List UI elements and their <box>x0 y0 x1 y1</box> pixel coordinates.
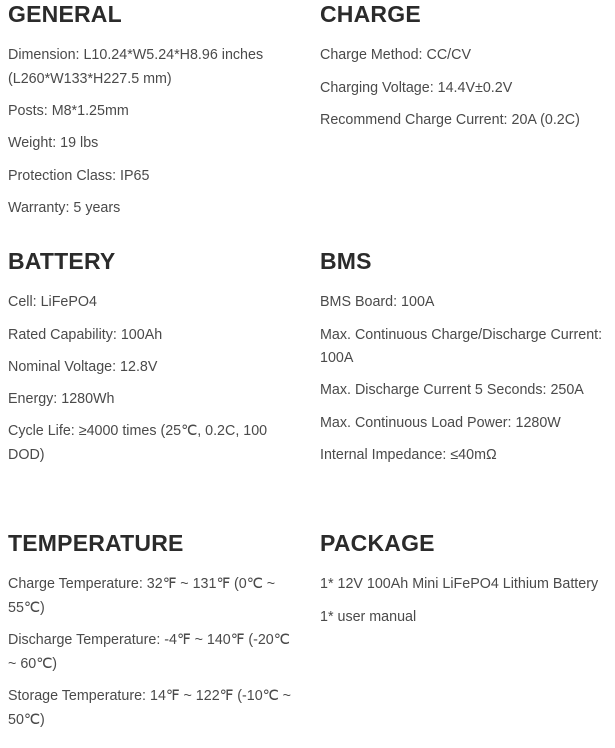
spec-section-temperature <box>8 529 320 744</box>
list-item: Recommend Charge Current: 20A (0.2C) <box>320 111 580 128</box>
list-item: Storage Temperature: 14℉ ~ 122℉ (-10℃ ~ 50℃) <box>8 688 292 728</box>
list-item: Protection Class: IP65 <box>8 167 150 184</box>
spec-section-bms <box>320 247 610 529</box>
list-item: Max. Continuous Charge/Discharge Current: 100A <box>320 326 603 367</box>
section-title-charge: CHARGE <box>320 1 421 27</box>
spec-grid <box>8 0 615 744</box>
list-item: Max. Discharge Current 5 Seconds: 250A <box>320 382 584 399</box>
section-title-bms: BMS <box>320 248 372 274</box>
list-item: Dimension: L10.24*W5.24*H8.96 inches (L260*W133*H227.5 mm) <box>8 47 264 88</box>
spec-items-battery <box>8 291 314 467</box>
list-item: Cycle Life: ≥4000 times (25℃, 0.2C, 100 DOD) <box>8 423 268 463</box>
list-item: Rated Capability: 100Ah <box>8 326 163 343</box>
spec-section-package <box>320 529 610 744</box>
list-item: Posts: M8*1.25mm <box>8 103 129 120</box>
spec-items-charge <box>320 44 604 132</box>
section-title-temperature: TEMPERATURE <box>8 530 184 556</box>
section-title-package: PACKAGE <box>320 530 435 556</box>
list-item: Max. Continuous Load Power: 1280W <box>320 414 561 431</box>
list-item: Discharge Temperature: -4℉ ~ 140℉ (-20℃ ~ 60℃) <box>8 632 290 672</box>
list-item: 1* 12V 100Ah Mini LiFePO4 Lithium Battery <box>320 576 599 593</box>
list-item: Nominal Voltage: 12.8V <box>8 358 158 375</box>
list-item: Cell: LiFePO4 <box>8 294 97 311</box>
list-item: Energy: 1280Wh <box>8 390 115 407</box>
section-title-general: GENERAL <box>8 1 122 27</box>
list-item: Internal Impedance: ≤40mΩ <box>320 446 497 463</box>
list-item: Weight: 19 lbs <box>8 135 99 152</box>
spec-items-general <box>8 44 314 220</box>
list-item: Charge Temperature: 32℉ ~ 131℉ (0℃ ~ 55℃) <box>8 576 276 617</box>
section-title-battery: BATTERY <box>8 248 116 274</box>
list-item: BMS Board: 100A <box>320 294 435 311</box>
spec-section-general <box>8 0 320 247</box>
spec-items-temperature <box>8 573 314 732</box>
spec-section-battery <box>8 247 320 529</box>
spec-section-charge <box>320 0 610 247</box>
list-item: 1* user manual <box>320 608 417 625</box>
spec-items-bms <box>320 291 604 467</box>
list-item: Charging Voltage: 14.4V±0.2V <box>320 79 513 96</box>
spec-items-package <box>320 573 604 629</box>
list-item: Warranty: 5 years <box>8 199 121 216</box>
list-item: Charge Method: CC/CV <box>320 47 471 64</box>
